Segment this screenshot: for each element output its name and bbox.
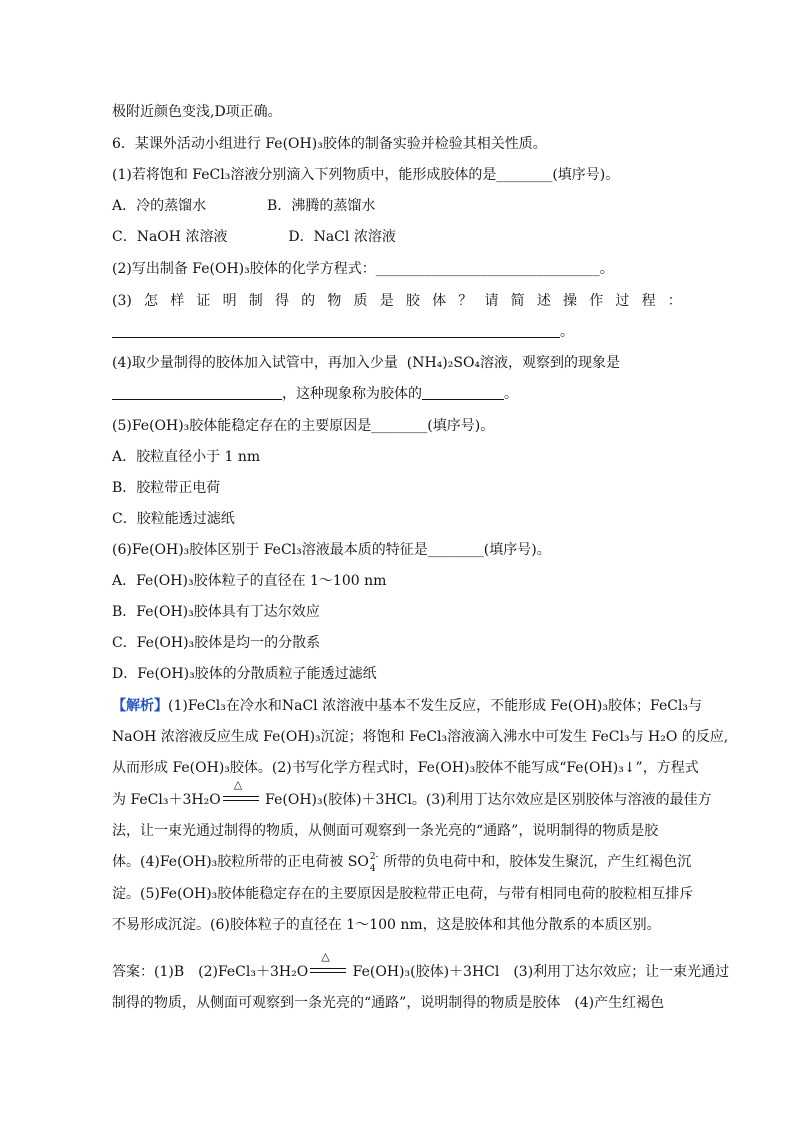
option-5a: A．胶粒直径小于 1 nm: [112, 449, 261, 465]
part-3-char: 简: [510, 293, 525, 309]
answer-blank: [422, 385, 504, 400]
part-3-char: 胶: [405, 293, 420, 309]
part-3-char: 质: [353, 293, 368, 309]
analysis-line-6: 体。(4)Fe(OH)₃胶粒所带的正电荷被 SO 2- 4 所带的负电荷中和，胶体发生聚沉，产生红褐色沉: [112, 852, 692, 874]
part-3-char: 明: [222, 293, 237, 309]
answer-line-1: 答案：(1)B (2)FeCl₃＋3H₂O △ Fe(OH)₃(胶体)＋3HCl (3)利用丁达尔效应；让一束光通过: [112, 950, 730, 980]
part-3-char: 述: [536, 293, 551, 309]
analysis-line-4: 为 FeCl₃＋3H₂O △ Fe(OH)₃(胶体)＋3HCl。(3)利用丁达尔效应是区别胶体与溶液的最佳方: [112, 778, 712, 808]
analysis-line-7: 淀。(5)Fe(OH)₃胶体能稳定存在的主要原因是胶粒带正电荷，与带有相同电荷的胶粒相互排斥: [112, 886, 694, 902]
part-4-answer-line: ，这种现象称为胶体的 。: [112, 384, 518, 404]
option-6a: A．Fe(OH)₃胶体粒子的直径在 1～100 nm: [112, 573, 387, 589]
part-3-char: 操: [563, 293, 578, 309]
part-3-char: 是: [379, 293, 394, 309]
option-1a: A．冷的蒸馏水: [112, 198, 207, 214]
heated-reaction-sign: △: [308, 962, 348, 978]
part-3-char: ：: [667, 293, 682, 309]
answer-blank: [112, 385, 282, 400]
option-1d: D．NaCl 浓溶液: [288, 229, 396, 245]
part-3-char: 证: [196, 293, 211, 309]
answer-blank: [112, 323, 560, 338]
question-6-part-6: (6)Fe(OH)₃胶体区别于 FeCl₃溶液最本质的特征是________(填序号)。: [112, 542, 551, 558]
analysis-tag: 【解析】: [112, 698, 168, 714]
part-3-char: 程: [641, 293, 656, 309]
part-3-char: (3): [112, 293, 132, 309]
part-3-char: 物: [327, 293, 342, 309]
question-6-part-4: (4)取少量制得的胶体加入试管中，再加入少量 (NH₄)₂SO₄溶液，观察到的现象是: [112, 355, 621, 371]
analysis-line-5: 法，让一束光通过制得的物质，从侧面可观察到一条光亮的“通路”，说明制得的物质是胶: [112, 823, 659, 839]
option-5c: C．胶粒能透过滤纸: [112, 511, 235, 527]
question-6-part-1: (1)若将饱和 FeCl₃溶液分别滴入下列物质中，能形成胶体的是________(填序号)。: [112, 167, 620, 183]
analysis-line-2: NaOH 浓溶液反应生成 Fe(OH)₃沉淀；将饱和 FeCl₃溶液滴入沸水中可发生 FeCl₃与 H₂O 的反应,: [112, 729, 729, 745]
question-6-part-3: [112, 291, 682, 311]
heated-reaction-sign: △: [221, 790, 261, 806]
part-3-answer-line: 。: [112, 322, 574, 342]
part-3-char: 的: [301, 293, 316, 309]
part-3-char: 样: [170, 293, 185, 309]
option-5b: B．胶粒带正电荷: [112, 480, 221, 496]
part-3-char: 体: [432, 293, 447, 309]
part-3-char: ？: [458, 293, 473, 309]
option-1b: B．沸腾的蒸馏水: [267, 198, 376, 214]
option-6d: D．Fe(OH)₃胶体的分散质粒子能透过滤纸: [112, 666, 377, 682]
question-6-part-2: (2)写出制备 Fe(OH)₃胶体的化学方程式：________________________________。: [112, 261, 614, 277]
part-3-char: 制: [248, 293, 263, 309]
sulfate-ion-charge: 2- 4: [369, 852, 379, 874]
analysis-line-8: 不易形成沉淀。(6)胶体粒子的直径在 1～100 nm，这是胶体和其他分散系的本质区别。: [112, 917, 661, 933]
part-1-options-cd: [112, 227, 396, 247]
question-6-stem: 6．某课外活动小组进行 Fe(OH)₃胶体的制备实验并检验其相关性质。: [112, 136, 547, 152]
part-1-options-ab: [112, 196, 375, 216]
option-6b: B．Fe(OH)₃胶体具有丁达尔效应: [112, 604, 320, 620]
analysis-line-1: 【解析】(1)FeCl₃在冷水和NaCl 浓溶液中基本不发生反应，不能形成 Fe(OH)₃胶体；FeCl₃与: [112, 698, 703, 714]
part-3-char: 怎: [144, 293, 159, 309]
part-3-char: 过: [615, 293, 630, 309]
part-3-char: 请: [484, 293, 499, 309]
part-3-char: 作: [589, 293, 604, 309]
part-3-char: 得: [274, 293, 289, 309]
answer-line-2: 制得的物质，从侧面可观察到一条光亮的“通路”，说明制得的物质是胶体 (4)产生红褐色: [112, 995, 665, 1011]
analysis-line-3: 从而形成 Fe(OH)₃胶体。(2)书写化学方程式时，Fe(OH)₃胶体不能写成“Fe(OH)₃↓”，方程式: [112, 760, 699, 776]
question-6-part-5: (5)Fe(OH)₃胶体能稳定存在的主要原因是________(填序号)。: [112, 418, 495, 434]
option-1c: C．NaOH 浓溶液: [112, 229, 228, 245]
option-6c: C．Fe(OH)₃胶体是均一的分散系: [112, 635, 321, 651]
prev-answer-tail: 极附近颜色变浅,D项正确。: [112, 104, 282, 120]
